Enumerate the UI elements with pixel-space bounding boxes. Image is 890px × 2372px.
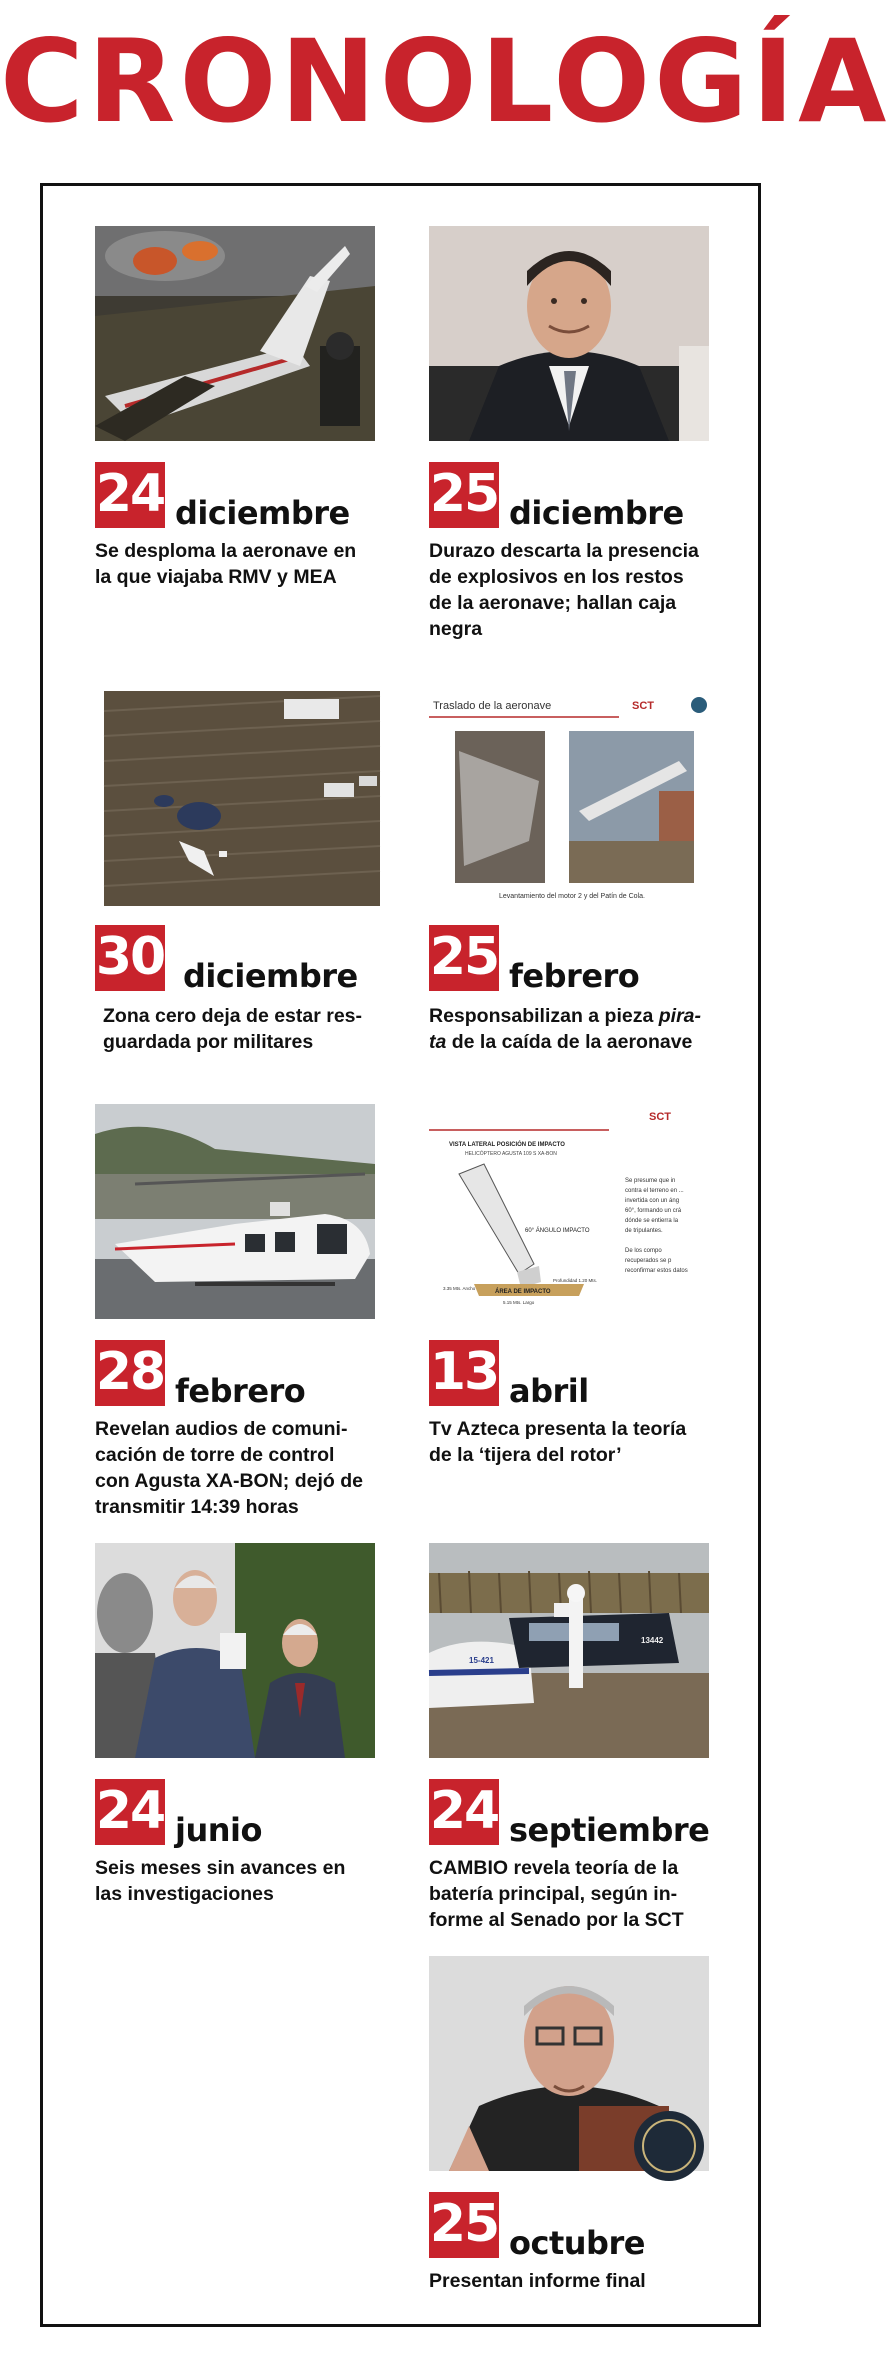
event-day: 24 xyxy=(95,462,165,528)
event-month: diciembre xyxy=(175,494,350,532)
event-description xyxy=(429,1416,729,1468)
event-day: 24 xyxy=(95,1779,165,1845)
desc-line: transmitir 14:39 horas xyxy=(95,1496,299,1518)
desc-line: de la aeronave; hallan caja xyxy=(429,592,677,614)
event-date xyxy=(95,1779,375,1849)
desc-line: Durazo descarta la presencia xyxy=(429,540,699,562)
event-description xyxy=(95,1855,395,1907)
desc-line: de la ‘tijera del rotor’ xyxy=(429,1444,622,1466)
event-date xyxy=(95,925,375,995)
event-day: 13 xyxy=(429,1340,499,1406)
desc-line: guardada por militares xyxy=(103,1031,314,1053)
event-description xyxy=(95,538,395,590)
event-date xyxy=(429,1340,709,1410)
durazo-portrait-photo xyxy=(429,226,709,441)
slide-caption: Levantamiento del motor 2 y del Patín de Cola. xyxy=(499,893,645,900)
diagram-length: 5.15 Mts. Largo xyxy=(503,1300,535,1305)
event-description xyxy=(103,1003,403,1055)
event-day: 30 xyxy=(95,925,165,991)
event-date xyxy=(429,1779,710,1849)
crime-scene-photo xyxy=(429,1543,709,1758)
desc-line: Tv Azteca presenta la teoría xyxy=(429,1418,687,1440)
diagram-heading: VISTA LATERAL POSICIÓN DE IMPACTO xyxy=(449,1142,565,1148)
timeline-item xyxy=(429,1956,709,2292)
desc-line: la que viajaba RMV y MEA xyxy=(95,566,337,588)
timeline-item xyxy=(95,691,375,1053)
event-date xyxy=(429,925,709,995)
sct-logo: SCT xyxy=(632,700,654,712)
event-month: octubre xyxy=(509,2224,645,2262)
event-description xyxy=(429,1855,729,1933)
event-day: 28 xyxy=(95,1340,165,1406)
timeline-item xyxy=(429,226,709,640)
diagram-area: ÁREA DE IMPACTO xyxy=(495,1289,551,1295)
slide-text-line: reconfirmar estos datos xyxy=(625,1268,688,1274)
event-month: diciembre xyxy=(509,494,684,532)
slide-text-line: dónde se entierra la xyxy=(625,1218,679,1224)
timeline-item xyxy=(95,226,375,588)
slide-text-line: recuperados se p xyxy=(625,1258,672,1264)
event-month: febrero xyxy=(509,957,640,995)
event-date xyxy=(429,2192,709,2262)
slide-title: Traslado de la aeronave xyxy=(433,700,552,712)
event-description xyxy=(95,1416,395,1520)
event-month: septiembre xyxy=(509,1811,710,1849)
desc-line: ta de la caída de la aeronave xyxy=(429,1031,693,1053)
police-unit-number: 13442 xyxy=(641,1636,664,1645)
timeline-item xyxy=(429,691,709,1053)
event-day: 25 xyxy=(429,462,499,528)
event-day: 24 xyxy=(429,1779,499,1845)
desc-line: Responsabilizan a pieza pira- xyxy=(429,1005,701,1027)
desc-line: Se desploma la aeronave en xyxy=(95,540,357,562)
press-speakers-photo xyxy=(95,1543,375,1758)
helicopter-photo xyxy=(95,1104,375,1319)
slide-text-line: contra el terreno en ... xyxy=(625,1188,684,1194)
police-unit-number: 15-421 xyxy=(469,1656,494,1665)
page-title: CRONOLOGÍA xyxy=(0,15,890,148)
slide-text-line: invertida con un áng xyxy=(625,1198,680,1204)
event-month: abril xyxy=(509,1372,589,1410)
event-description xyxy=(429,2268,729,2294)
desc-line: batería principal, según in- xyxy=(429,1883,678,1905)
desc-line: Seis meses sin avances en xyxy=(95,1857,346,1879)
timeline-item xyxy=(429,1104,709,1466)
desc-line: forme al Senado por la SCT xyxy=(429,1909,684,1931)
desc-line: Zona cero deja de estar res- xyxy=(103,1005,363,1027)
traslado-slide-image xyxy=(429,691,709,906)
crash-wreckage-photo xyxy=(95,226,375,441)
event-date xyxy=(95,1340,375,1410)
event-day: 25 xyxy=(429,925,499,991)
desc-line: Presentan informe final xyxy=(429,2270,646,2292)
event-month: febrero xyxy=(175,1372,306,1410)
slide-text-line: de tripulantes. xyxy=(625,1228,663,1234)
timeline-frame xyxy=(40,183,761,2327)
slide-text-line: 60°, formando un crá xyxy=(625,1208,682,1214)
slide-text-line: De los compo xyxy=(625,1248,662,1254)
diagram-angle: 60° ÁNGULO IMPACTO xyxy=(525,1228,590,1234)
desc-line: cación de torre de control xyxy=(95,1444,335,1466)
timeline-item xyxy=(95,1104,375,1518)
desc-line: negra xyxy=(429,618,483,640)
ground-zero-aerial-photo xyxy=(104,691,380,906)
event-month: diciembre xyxy=(183,957,358,995)
slide-text-line: Se presume que in xyxy=(625,1178,676,1184)
event-description xyxy=(429,538,729,642)
event-month: junio xyxy=(175,1811,262,1849)
diagram-depth: Profundidad 1.20 Mts. xyxy=(553,1278,598,1283)
desc-line: con Agusta XA-BON; dejó de xyxy=(95,1470,363,1492)
event-description xyxy=(429,1003,729,1055)
event-date xyxy=(429,462,709,532)
desc-line: CAMBIO revela teoría de la xyxy=(429,1857,679,1879)
desc-line: de explosivos en los restos xyxy=(429,566,684,588)
impact-diagram-slide xyxy=(429,1104,709,1319)
timeline-item xyxy=(95,1543,375,1905)
final-report-speaker-photo xyxy=(429,1956,709,2171)
event-date xyxy=(95,462,375,532)
timeline-item xyxy=(429,1543,710,1931)
sct-logo: SCT xyxy=(649,1111,671,1123)
event-day: 25 xyxy=(429,2192,499,2258)
diagram-width: 3.35 Mts. Ancho xyxy=(443,1286,476,1291)
diagram-subheading: HELICÓPTERO AGUSTA 109 S XA-BON xyxy=(465,1151,557,1157)
desc-line: las investigaciones xyxy=(95,1883,274,1905)
desc-line: Revelan audios de comuni- xyxy=(95,1418,348,1440)
